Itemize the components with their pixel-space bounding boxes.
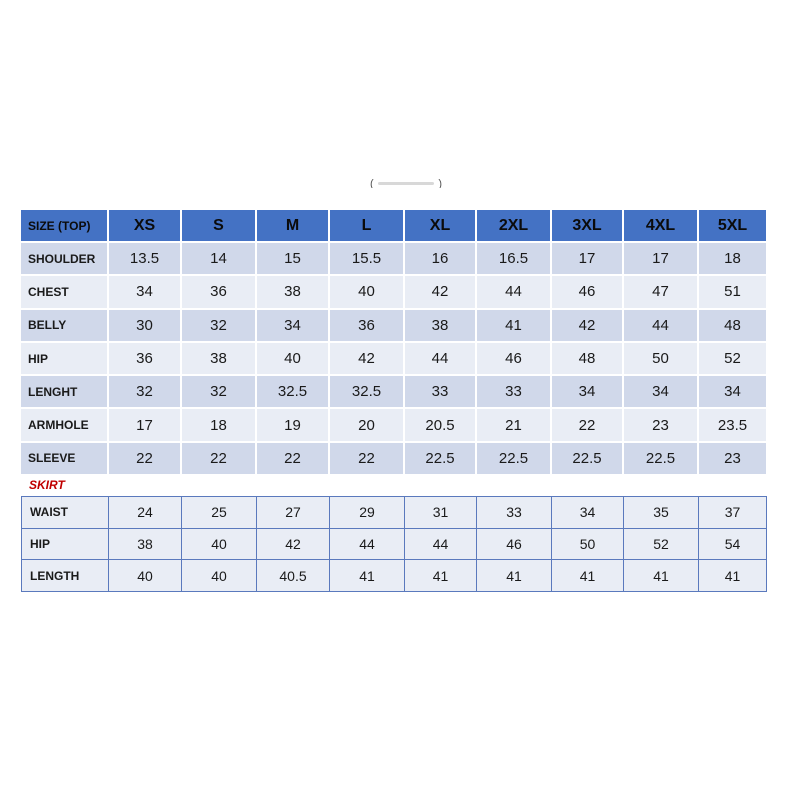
table-cell: 42 (404, 275, 476, 308)
header-cell: 5XL (698, 210, 766, 242)
table-cell: 41 (476, 309, 551, 342)
table-cell: 46 (477, 528, 552, 560)
table-cell: 34 (623, 375, 698, 408)
table-cell: 22 (108, 442, 181, 474)
table-cell: 20 (329, 408, 404, 441)
table-cell: 14 (181, 242, 256, 275)
table-cell: 32 (108, 375, 181, 408)
table-cell: 16.5 (476, 242, 551, 275)
table-cell: 40 (329, 275, 404, 308)
table-cell: 31 (405, 497, 477, 529)
table-cell: 22.5 (551, 442, 623, 474)
table-cell: 22 (256, 442, 329, 474)
table-cell: 41 (699, 560, 767, 592)
header-cell: 2XL (476, 210, 551, 242)
table-cell: 48 (551, 342, 623, 375)
header-cell: SIZE (TOP) (21, 210, 108, 242)
table-cell: 23 (698, 442, 766, 474)
row-label: CHEST (21, 275, 108, 308)
table-cell: 34 (552, 497, 624, 529)
table-cell: 52 (624, 528, 699, 560)
table-cell: 22 (551, 408, 623, 441)
table-cell: 22.5 (404, 442, 476, 474)
table-cell: 27 (257, 497, 330, 529)
table-cell: 46 (551, 275, 623, 308)
table-header-row (21, 210, 766, 242)
table-cell: 22.5 (623, 442, 698, 474)
table-cell: 23.5 (698, 408, 766, 441)
table-cell: 32 (181, 309, 256, 342)
row-label: LENGTH (22, 560, 109, 592)
table-cell: 44 (623, 309, 698, 342)
table-cell: 32 (181, 375, 256, 408)
table-cell: 41 (330, 560, 405, 592)
skirt-section-label: SKIRT (29, 478, 65, 492)
table-cell: 25 (182, 497, 257, 529)
header-cell: S (181, 210, 256, 242)
table-cell: 18 (181, 408, 256, 441)
table-cell: 41 (552, 560, 624, 592)
table-cell: 47 (623, 275, 698, 308)
table-row (22, 497, 767, 529)
row-label: SHOULDER (21, 242, 108, 275)
table-row (21, 442, 766, 474)
table-cell: 42 (257, 528, 330, 560)
table-cell: 42 (329, 342, 404, 375)
table-cell: 35 (624, 497, 699, 529)
table-cell: 15.5 (329, 242, 404, 275)
table-row (22, 528, 767, 560)
table-cell: 33 (404, 375, 476, 408)
table-cell: 33 (477, 497, 552, 529)
row-label: HIP (22, 528, 109, 560)
table-cell: 48 (698, 309, 766, 342)
table-cell: 54 (699, 528, 767, 560)
skirt-size-table (21, 496, 767, 592)
table-cell: 17 (108, 408, 181, 441)
table-cell: 18 (698, 242, 766, 275)
table-cell: 41 (405, 560, 477, 592)
table-cell: 40 (256, 342, 329, 375)
table-row (21, 342, 766, 375)
table-cell: 21 (476, 408, 551, 441)
table-cell: 44 (330, 528, 405, 560)
table-cell: 38 (404, 309, 476, 342)
table-cell: 19 (256, 408, 329, 441)
table-cell: 24 (109, 497, 182, 529)
table-row (21, 242, 766, 275)
table-cell: 51 (698, 275, 766, 308)
table-cell: 50 (623, 342, 698, 375)
table-cell: 38 (181, 342, 256, 375)
row-label: WAIST (22, 497, 109, 529)
table-cell: 16 (404, 242, 476, 275)
row-label: SLEEVE (21, 442, 108, 474)
table-cell: 52 (698, 342, 766, 375)
table-cell: 40 (182, 528, 257, 560)
row-label: HIP (21, 342, 108, 375)
table-row (21, 309, 766, 342)
table-cell: 17 (623, 242, 698, 275)
table-cell: 32.5 (256, 375, 329, 408)
table-cell: 29 (330, 497, 405, 529)
table-cell: 44 (476, 275, 551, 308)
table-cell: 22 (329, 442, 404, 474)
table-cell: 44 (405, 528, 477, 560)
table-cell: 40.5 (257, 560, 330, 592)
table-cell: 41 (624, 560, 699, 592)
table-cell: 36 (181, 275, 256, 308)
header-cell: M (256, 210, 329, 242)
table-row (21, 275, 766, 308)
row-label: LENGHT (21, 375, 108, 408)
table-row (22, 560, 767, 592)
header-cell: XL (404, 210, 476, 242)
table-cell: 50 (552, 528, 624, 560)
table-cell: 30 (108, 309, 181, 342)
table-cell: 15 (256, 242, 329, 275)
table-cell: 32.5 (329, 375, 404, 408)
table-cell: 46 (476, 342, 551, 375)
table-cell: 17 (551, 242, 623, 275)
row-label: ARMHOLE (21, 408, 108, 441)
table-cell: 22.5 (476, 442, 551, 474)
table-cell: 34 (698, 375, 766, 408)
cropped-caption: ( ) (370, 178, 442, 188)
table-cell: 42 (551, 309, 623, 342)
table-row (21, 408, 766, 441)
table-cell: 33 (476, 375, 551, 408)
table-cell: 40 (109, 560, 182, 592)
table-cell: 38 (256, 275, 329, 308)
table-cell: 36 (108, 342, 181, 375)
table-cell: 22 (181, 442, 256, 474)
table-cell: 37 (699, 497, 767, 529)
table-cell: 20.5 (404, 408, 476, 441)
header-cell: XS (108, 210, 181, 242)
top-size-table (21, 210, 766, 474)
table-cell: 13.5 (108, 242, 181, 275)
row-label: BELLY (21, 309, 108, 342)
table-cell: 40 (182, 560, 257, 592)
table-cell: 23 (623, 408, 698, 441)
header-cell: L (329, 210, 404, 242)
table-cell: 34 (256, 309, 329, 342)
header-cell: 3XL (551, 210, 623, 242)
table-cell: 34 (551, 375, 623, 408)
table-cell: 44 (404, 342, 476, 375)
table-cell: 38 (109, 528, 182, 560)
header-cell: 4XL (623, 210, 698, 242)
table-cell: 41 (477, 560, 552, 592)
table-cell: 36 (329, 309, 404, 342)
table-row (21, 375, 766, 408)
table-cell: 34 (108, 275, 181, 308)
